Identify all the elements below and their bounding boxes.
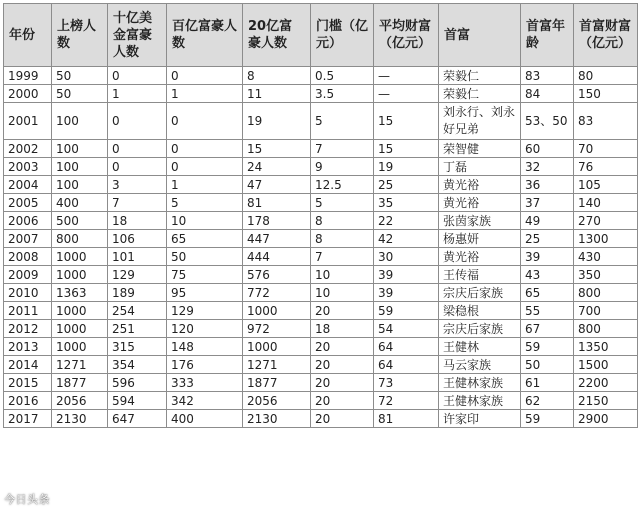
cell-threshold: 12.5 [311, 176, 374, 194]
cell-billion-usd-count: 0 [108, 67, 167, 85]
table-row [4, 158, 638, 176]
cell-listed-count: 1000 [52, 248, 108, 266]
cell-billion-usd-count: 3 [108, 176, 167, 194]
header-billion-usd-count: 十亿美金富豪人数 [108, 4, 167, 67]
cell-2b-rmb-count: 772 [243, 284, 311, 302]
cell-listed-count: 100 [52, 140, 108, 158]
table-row [4, 374, 638, 392]
cell-year: 2010 [4, 284, 52, 302]
cell-10b-rmb-count: 10 [167, 212, 243, 230]
cell-richest: 宗庆后家族 [439, 320, 521, 338]
table-body [4, 67, 638, 428]
cell-average-wealth: 59 [374, 302, 439, 320]
cell-richest: 荣毅仁 [439, 67, 521, 85]
cell-billion-usd-count: 254 [108, 302, 167, 320]
cell-threshold: 20 [311, 374, 374, 392]
cell-richest: 荣智健 [439, 140, 521, 158]
cell-10b-rmb-count: 5 [167, 194, 243, 212]
cell-richest: 宗庆后家族 [439, 284, 521, 302]
cell-listed-count: 50 [52, 85, 108, 103]
cell-richest: 梁稳根 [439, 302, 521, 320]
cell-average-wealth: 54 [374, 320, 439, 338]
table-row [4, 392, 638, 410]
cell-listed-count: 400 [52, 194, 108, 212]
table-row [4, 410, 638, 428]
cell-threshold: 0.5 [311, 67, 374, 85]
cell-year: 2009 [4, 266, 52, 284]
header-richest-wealth: 首富财富（亿元） [574, 4, 638, 67]
cell-listed-count: 1877 [52, 374, 108, 392]
cell-richest-age: 36 [521, 176, 574, 194]
cell-richest: 王传福 [439, 266, 521, 284]
cell-richest-age: 39 [521, 248, 574, 266]
cell-richest-wealth: 1350 [574, 338, 638, 356]
cell-year: 2005 [4, 194, 52, 212]
cell-richest-age: 60 [521, 140, 574, 158]
cell-10b-rmb-count: 50 [167, 248, 243, 266]
cell-richest: 王健林家族 [439, 374, 521, 392]
table-row [4, 338, 638, 356]
cell-2b-rmb-count: 2056 [243, 392, 311, 410]
cell-richest-age: 55 [521, 302, 574, 320]
cell-threshold: 10 [311, 284, 374, 302]
cell-richest-wealth: 1500 [574, 356, 638, 374]
cell-2b-rmb-count: 1000 [243, 302, 311, 320]
table-row [4, 140, 638, 158]
table-header-row [4, 4, 638, 67]
header-listed-count: 上榜人数 [52, 4, 108, 67]
cell-listed-count: 1000 [52, 320, 108, 338]
cell-richest-wealth: 350 [574, 266, 638, 284]
cell-richest: 黄光裕 [439, 194, 521, 212]
cell-year: 2013 [4, 338, 52, 356]
cell-richest-wealth: 800 [574, 320, 638, 338]
cell-average-wealth: 30 [374, 248, 439, 266]
cell-threshold: 20 [311, 302, 374, 320]
cell-richest: 刘永行、刘永好兄弟 [439, 103, 521, 140]
cell-richest-age: 43 [521, 266, 574, 284]
cell-threshold: 5 [311, 194, 374, 212]
cell-listed-count: 800 [52, 230, 108, 248]
table-row [4, 212, 638, 230]
cell-year: 2017 [4, 410, 52, 428]
cell-billion-usd-count: 0 [108, 158, 167, 176]
cell-listed-count: 2056 [52, 392, 108, 410]
cell-year: 2002 [4, 140, 52, 158]
cell-10b-rmb-count: 1 [167, 85, 243, 103]
cell-richest-age: 32 [521, 158, 574, 176]
cell-10b-rmb-count: 65 [167, 230, 243, 248]
cell-2b-rmb-count: 19 [243, 103, 311, 140]
cell-year: 2012 [4, 320, 52, 338]
cell-threshold: 10 [311, 266, 374, 284]
cell-richest: 张茵家族 [439, 212, 521, 230]
cell-richest: 杨惠妍 [439, 230, 521, 248]
cell-richest-wealth: 80 [574, 67, 638, 85]
cell-10b-rmb-count: 176 [167, 356, 243, 374]
cell-10b-rmb-count: 0 [167, 103, 243, 140]
watermark: 今日头条 [4, 493, 50, 506]
cell-billion-usd-count: 1 [108, 85, 167, 103]
cell-average-wealth: 39 [374, 284, 439, 302]
cell-average-wealth: 64 [374, 356, 439, 374]
cell-average-wealth: 25 [374, 176, 439, 194]
table-row [4, 266, 638, 284]
cell-10b-rmb-count: 95 [167, 284, 243, 302]
cell-richest-wealth: 2150 [574, 392, 638, 410]
cell-richest-age: 61 [521, 374, 574, 392]
cell-2b-rmb-count: 576 [243, 266, 311, 284]
cell-average-wealth: — [374, 67, 439, 85]
cell-average-wealth: 64 [374, 338, 439, 356]
cell-richest: 黄光裕 [439, 176, 521, 194]
cell-2b-rmb-count: 178 [243, 212, 311, 230]
cell-richest-wealth: 1300 [574, 230, 638, 248]
cell-billion-usd-count: 101 [108, 248, 167, 266]
cell-richest-wealth: 700 [574, 302, 638, 320]
cell-threshold: 5 [311, 103, 374, 140]
cell-2b-rmb-count: 15 [243, 140, 311, 158]
cell-listed-count: 100 [52, 176, 108, 194]
table-row [4, 176, 638, 194]
cell-average-wealth: — [374, 85, 439, 103]
cell-threshold: 3.5 [311, 85, 374, 103]
cell-billion-usd-count: 129 [108, 266, 167, 284]
cell-threshold: 7 [311, 140, 374, 158]
cell-year: 1999 [4, 67, 52, 85]
cell-10b-rmb-count: 333 [167, 374, 243, 392]
table-row [4, 284, 638, 302]
cell-10b-rmb-count: 129 [167, 302, 243, 320]
cell-average-wealth: 15 [374, 140, 439, 158]
cell-listed-count: 1271 [52, 356, 108, 374]
cell-richest-wealth: 140 [574, 194, 638, 212]
cell-2b-rmb-count: 81 [243, 194, 311, 212]
cell-billion-usd-count: 251 [108, 320, 167, 338]
cell-richest: 丁磊 [439, 158, 521, 176]
cell-richest: 马云家族 [439, 356, 521, 374]
cell-richest-age: 37 [521, 194, 574, 212]
cell-richest: 王健林 [439, 338, 521, 356]
cell-threshold: 20 [311, 356, 374, 374]
cell-year: 2006 [4, 212, 52, 230]
cell-richest: 黄光裕 [439, 248, 521, 266]
header-threshold: 门槛（亿元） [311, 4, 374, 67]
cell-2b-rmb-count: 2130 [243, 410, 311, 428]
cell-10b-rmb-count: 400 [167, 410, 243, 428]
cell-2b-rmb-count: 1877 [243, 374, 311, 392]
cell-billion-usd-count: 594 [108, 392, 167, 410]
cell-10b-rmb-count: 148 [167, 338, 243, 356]
cell-listed-count: 2130 [52, 410, 108, 428]
cell-2b-rmb-count: 11 [243, 85, 311, 103]
cell-richest-wealth: 2200 [574, 374, 638, 392]
cell-year: 2004 [4, 176, 52, 194]
cell-10b-rmb-count: 120 [167, 320, 243, 338]
cell-richest-age: 53、50 [521, 103, 574, 140]
hurun-rich-list-table [3, 3, 638, 428]
cell-average-wealth: 22 [374, 212, 439, 230]
header-richest: 首富 [439, 4, 521, 67]
cell-listed-count: 500 [52, 212, 108, 230]
header-richest-age: 首富年龄 [521, 4, 574, 67]
cell-average-wealth: 35 [374, 194, 439, 212]
cell-year: 2016 [4, 392, 52, 410]
cell-10b-rmb-count: 0 [167, 158, 243, 176]
cell-listed-count: 1000 [52, 302, 108, 320]
table-row [4, 230, 638, 248]
cell-average-wealth: 81 [374, 410, 439, 428]
cell-richest-age: 67 [521, 320, 574, 338]
cell-billion-usd-count: 0 [108, 140, 167, 158]
cell-richest-age: 25 [521, 230, 574, 248]
cell-2b-rmb-count: 1271 [243, 356, 311, 374]
cell-year: 2008 [4, 248, 52, 266]
cell-threshold: 8 [311, 212, 374, 230]
cell-listed-count: 100 [52, 103, 108, 140]
header-average-wealth: 平均财富（亿元） [374, 4, 439, 67]
cell-richest-wealth: 83 [574, 103, 638, 140]
cell-richest-age: 65 [521, 284, 574, 302]
cell-year: 2014 [4, 356, 52, 374]
cell-average-wealth: 73 [374, 374, 439, 392]
cell-listed-count: 1000 [52, 266, 108, 284]
cell-richest-age: 59 [521, 410, 574, 428]
cell-richest: 荣毅仁 [439, 85, 521, 103]
cell-listed-count: 100 [52, 158, 108, 176]
cell-billion-usd-count: 647 [108, 410, 167, 428]
cell-richest: 王健林家族 [439, 392, 521, 410]
cell-threshold: 8 [311, 230, 374, 248]
cell-listed-count: 50 [52, 67, 108, 85]
table-row [4, 248, 638, 266]
cell-richest: 许家印 [439, 410, 521, 428]
cell-average-wealth: 39 [374, 266, 439, 284]
cell-threshold: 20 [311, 392, 374, 410]
cell-richest-wealth: 430 [574, 248, 638, 266]
table-row [4, 302, 638, 320]
cell-richest-age: 50 [521, 356, 574, 374]
cell-richest-age: 49 [521, 212, 574, 230]
cell-richest-age: 62 [521, 392, 574, 410]
cell-2b-rmb-count: 47 [243, 176, 311, 194]
cell-billion-usd-count: 596 [108, 374, 167, 392]
cell-listed-count: 1363 [52, 284, 108, 302]
header-10b-rmb-count: 百亿富豪人数 [167, 4, 243, 67]
cell-2b-rmb-count: 1000 [243, 338, 311, 356]
cell-2b-rmb-count: 447 [243, 230, 311, 248]
cell-average-wealth: 42 [374, 230, 439, 248]
cell-threshold: 20 [311, 410, 374, 428]
cell-richest-age: 84 [521, 85, 574, 103]
cell-threshold: 7 [311, 248, 374, 266]
cell-richest-wealth: 76 [574, 158, 638, 176]
cell-billion-usd-count: 7 [108, 194, 167, 212]
header-2b-rmb-count: 20亿富豪人数 [243, 4, 311, 67]
cell-10b-rmb-count: 0 [167, 67, 243, 85]
cell-10b-rmb-count: 1 [167, 176, 243, 194]
cell-billion-usd-count: 189 [108, 284, 167, 302]
cell-billion-usd-count: 0 [108, 103, 167, 140]
cell-threshold: 20 [311, 338, 374, 356]
cell-year: 2001 [4, 103, 52, 140]
cell-richest-age: 83 [521, 67, 574, 85]
cell-year: 2000 [4, 85, 52, 103]
table-row [4, 356, 638, 374]
cell-richest-wealth: 70 [574, 140, 638, 158]
cell-year: 2003 [4, 158, 52, 176]
table-row [4, 103, 638, 140]
cell-10b-rmb-count: 342 [167, 392, 243, 410]
cell-year: 2011 [4, 302, 52, 320]
table-row [4, 67, 638, 85]
cell-richest-wealth: 2900 [574, 410, 638, 428]
cell-average-wealth: 19 [374, 158, 439, 176]
cell-billion-usd-count: 106 [108, 230, 167, 248]
cell-average-wealth: 15 [374, 103, 439, 140]
cell-billion-usd-count: 315 [108, 338, 167, 356]
cell-threshold: 9 [311, 158, 374, 176]
cell-2b-rmb-count: 24 [243, 158, 311, 176]
table-row [4, 320, 638, 338]
cell-year: 2007 [4, 230, 52, 248]
cell-10b-rmb-count: 0 [167, 140, 243, 158]
cell-2b-rmb-count: 8 [243, 67, 311, 85]
cell-2b-rmb-count: 444 [243, 248, 311, 266]
table-row [4, 194, 638, 212]
cell-year: 2015 [4, 374, 52, 392]
table-row [4, 85, 638, 103]
header-year: 年份 [4, 4, 52, 67]
cell-billion-usd-count: 354 [108, 356, 167, 374]
cell-richest-wealth: 800 [574, 284, 638, 302]
cell-listed-count: 1000 [52, 338, 108, 356]
cell-10b-rmb-count: 75 [167, 266, 243, 284]
cell-richest-wealth: 150 [574, 85, 638, 103]
cell-richest-wealth: 105 [574, 176, 638, 194]
cell-richest-wealth: 270 [574, 212, 638, 230]
cell-threshold: 18 [311, 320, 374, 338]
cell-average-wealth: 72 [374, 392, 439, 410]
cell-billion-usd-count: 18 [108, 212, 167, 230]
cell-richest-age: 59 [521, 338, 574, 356]
cell-2b-rmb-count: 972 [243, 320, 311, 338]
